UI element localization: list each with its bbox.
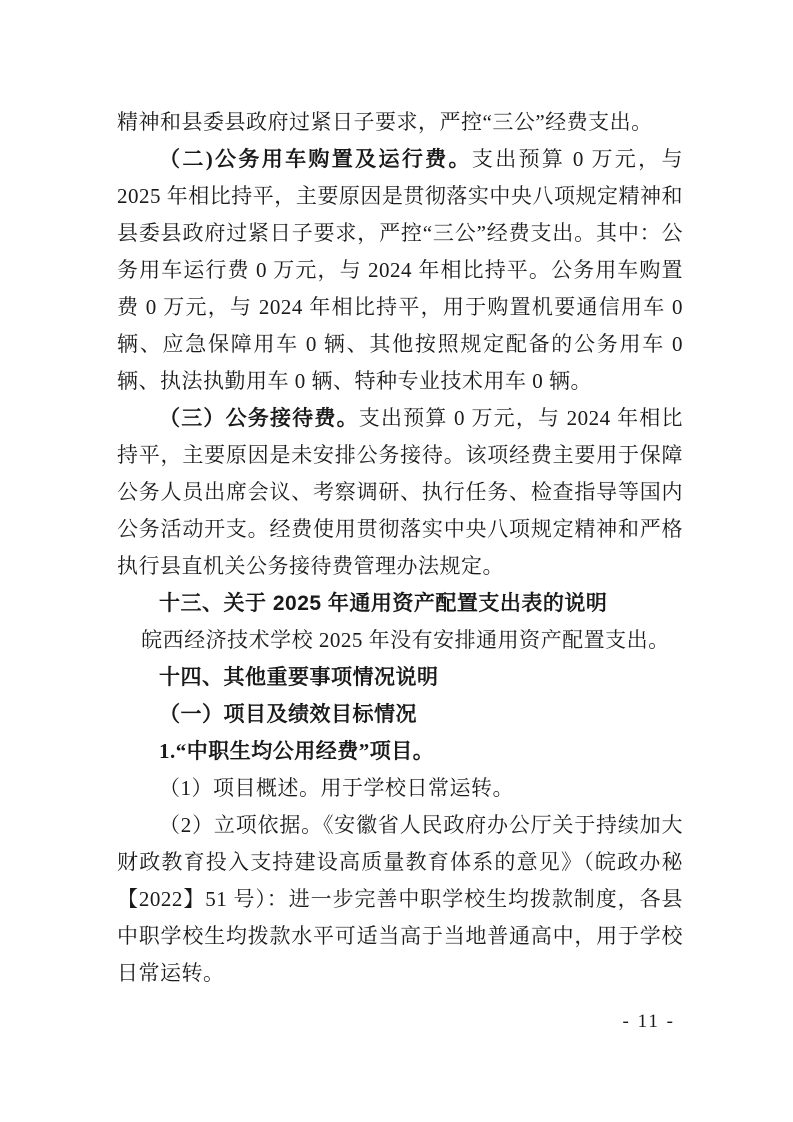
bold-run: （三）公务接待费。 [159,406,359,430]
page-number: - 11 - [622,1011,675,1032]
paragraph [117,622,683,659]
section-heading [117,696,683,733]
text-run: （2）立项依据。《安徽省人民政府办公厅关于持续加大财政教育投入支持建设高质量教育体系的意见》（皖政办秘【2022】51 号）：进一步完善中职学校生均拨款制度，各县中职学校生均拨款水平可适当高于当地普通高中，用于学校日常运转。 [117,813,683,985]
text-run: 精神和县委县政府过紧日子要求，严控“三公”经费支出。 [117,110,653,134]
bold-run: 十四、其他重要事项情况说明 [159,666,439,689]
paragraph [117,141,683,400]
bold-run: （一）项目及绩效目标情况 [159,703,417,726]
text-run: 皖西经济技术学校 2025 年没有安排通用资产配置支出。 [141,628,670,652]
bold-run: 1.“中职生均公用经费”项目。 [159,739,435,763]
page-content [117,104,683,992]
section-heading [117,733,683,770]
section-heading [117,659,683,696]
paragraph [117,400,683,585]
text-run: 支出预算 0 万元，与 2024 年相比持平，主要原因是未安排公务接待。该项经费主要用于保障公务人员出席会议、考察调研、执行任务、检查指导等国内公务活动开支。经费使用贯彻落实中央八项规定精神和严格执行县直机关公务接待费管理办法规定。 [117,406,684,578]
text-run: （1）项目概述。用于学校日常运转。 [159,776,514,800]
paragraph [117,104,683,141]
text-run: 支出预算 0 万元，与 2025 年相比持平，主要原因是贯彻落实中央八项规定精神和县委县政府过紧日子要求，严控“三公”经费支出。其中：公务用车运行费 0 万元，与 2024 年相比持平。公务用车购置费 0 万元，与 2024 年相比持平，用于购置机要通信用车 0 辆、应急保障用车 0 辆、其他按照规定配备的公务用车 0 辆、执法执勤用车 0 辆、特种专业技术用车 0 辆。 [117,147,684,393]
bold-run: 十三、关于 2025 年通用资产配置支出表的说明 [159,592,608,615]
bold-run: （二)公务用车购置及运行费。 [159,147,472,171]
paragraph [117,770,683,807]
section-heading [117,585,683,622]
paragraph [117,807,683,992]
